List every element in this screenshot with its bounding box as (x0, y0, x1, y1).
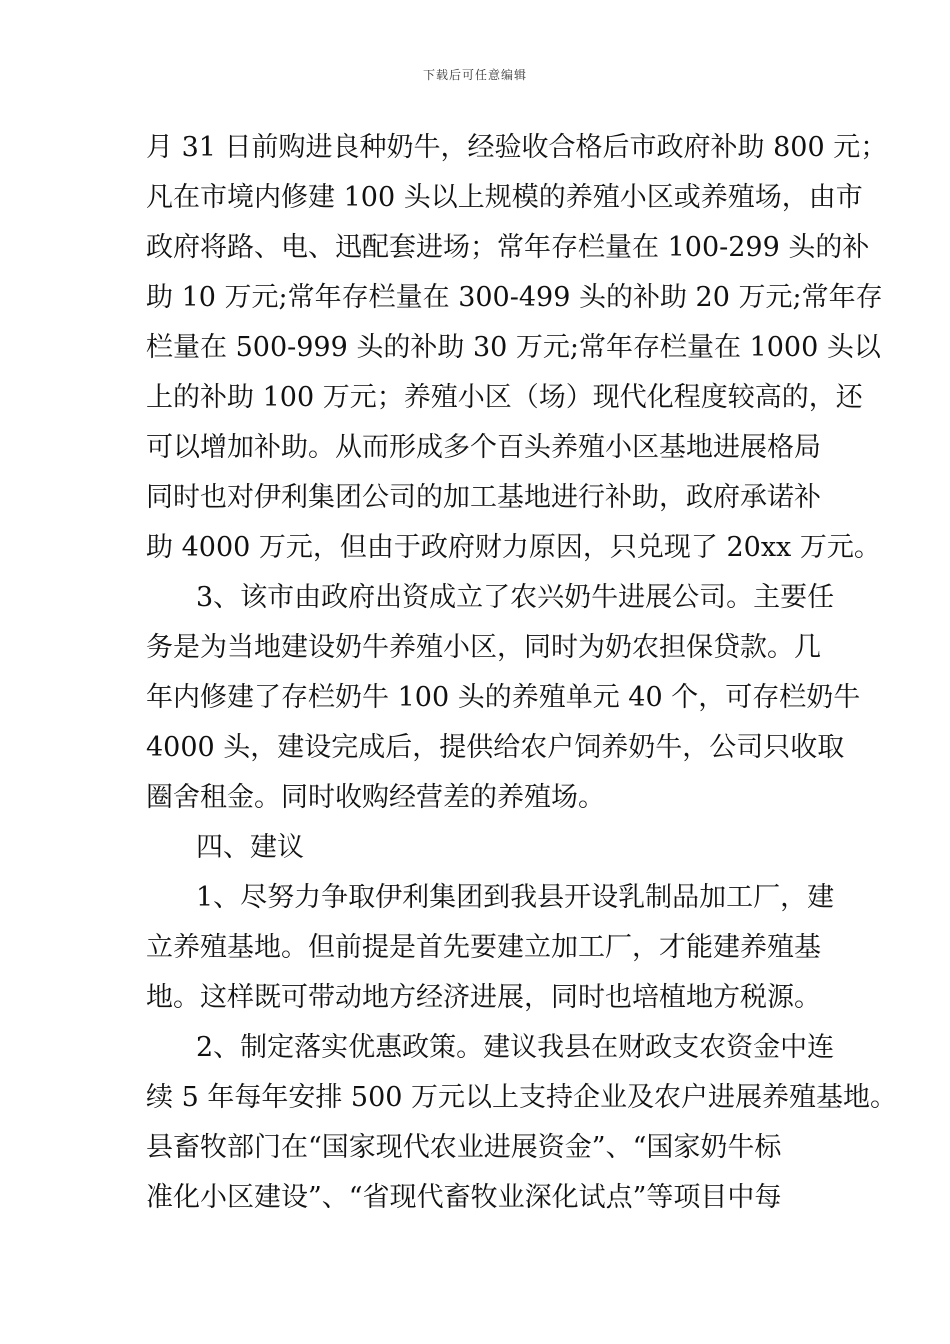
text-line: 可以增加补助。从而形成多个百头养殖小区基地进展格局 (146, 432, 821, 463)
text-line: 同时也对伊利集团公司的加工基地进行补助，政府承诺补 (146, 482, 821, 513)
text-line: 四、建议 (196, 832, 304, 863)
text-line: 月 31 日前购进良种奶牛，经验收合格后市政府补助 800 元； (146, 132, 888, 163)
document-body (146, 128, 898, 1228)
text-line: 立养殖基地。但前提是首先要建立加工厂，才能建养殖基 (146, 932, 821, 963)
text-line: 2、制定落实优惠政策。建议我县在财政支农资金中连 (196, 1032, 835, 1063)
text-line: 县畜牧部门在“国家现代农业进展资金”、“国家奶牛标 (146, 1132, 782, 1163)
text-line: 3、该市由政府出资成立了农兴奶牛进展公司。主要任 (196, 582, 835, 613)
text-line: 圈舍租金。同时收购经营差的养殖场。 (146, 782, 605, 813)
text-line: 续 5 年每年安排 500 万元以上支持企业及农户进展养殖基地。 (146, 1082, 898, 1113)
text-line: 务是为当地建设奶牛养殖小区，同时为奶农担保贷款。几 (146, 632, 821, 663)
text-line: 地。这样既可带动地方经济进展，同时也培植地方税源。 (146, 982, 821, 1013)
text-line: 年内修建了存栏奶牛 100 头的养殖单元 40 个，可存栏奶牛 (146, 682, 861, 713)
text-line: 助 4000 万元，但由于政府财力原因，只兑现了 20xx 万元。 (146, 532, 881, 563)
text-line: 上的补助 100 万元；养殖小区（场）现代化程度较高的，还 (146, 382, 863, 413)
text-line: 准化小区建设”、“省现代畜牧业深化试点”等项目中每 (146, 1182, 782, 1213)
text-line: 政府将路、电、迅配套进场；常年存栏量在 100-299 头的补 (146, 232, 870, 263)
text-line: 栏量在 500-999 头的补助 30 万元;常年存栏量在 1000 头以 (146, 332, 881, 363)
page-header-note: 下载后可任意编辑 (422, 68, 527, 82)
text-line: 凡在市境内修建 100 头以上规模的养殖小区或养殖场，由市 (146, 182, 863, 213)
text-line: 助 10 万元;常年存栏量在 300-499 头的补助 20 万元;常年存 (146, 282, 883, 313)
text-line: 1、尽努力争取伊利集团到我县开设乳制品加工厂，建 (196, 882, 835, 913)
text-line: 4000 头，建设完成后，提供给农户饲养奶牛，公司只收取 (146, 732, 845, 763)
